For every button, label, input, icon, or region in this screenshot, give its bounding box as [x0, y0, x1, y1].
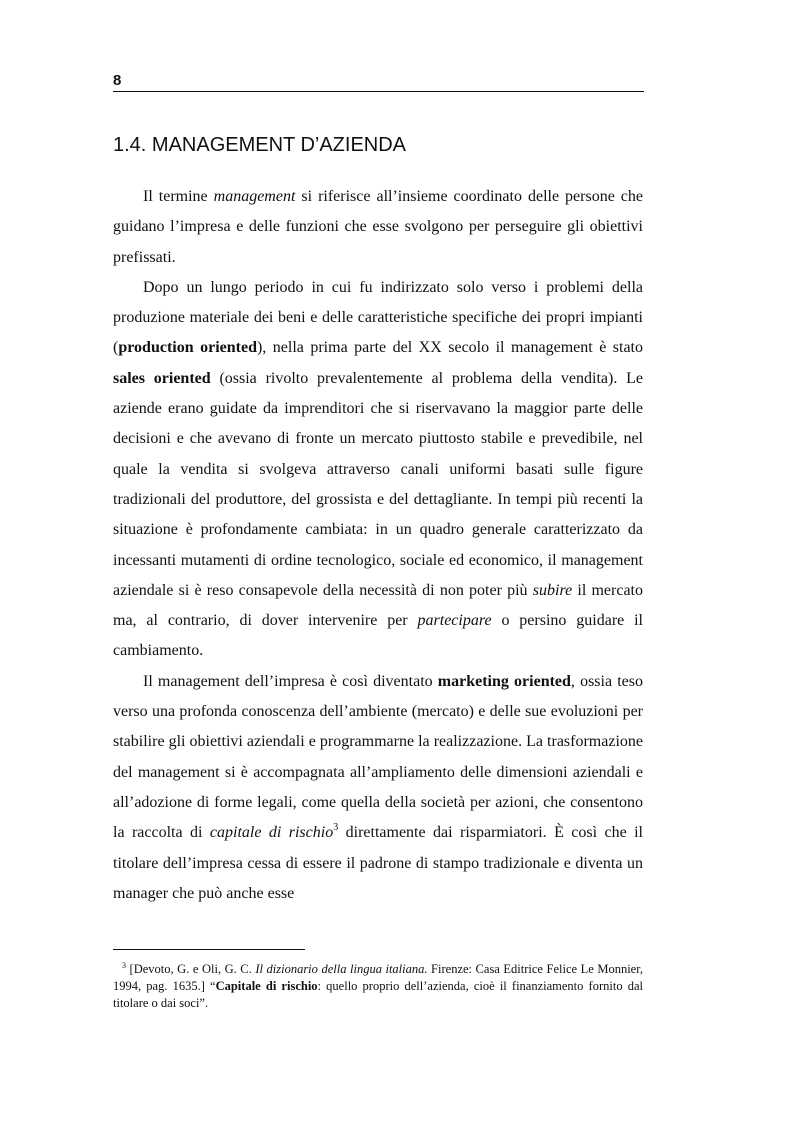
paragraph-text: si riferisce all’insieme coordinato delle persone che guidano l’impresa e delle funzioni che esse svolgono per perseguire gli obiettivi prefissati.: [113, 188, 644, 266]
paragraph-text: (ossia rivolto prevalentemente al problema della vendita). Le aziende erano guidate da imprenditori che si riservavano la maggior parte delle decisioni e che avevano di fronte un mercato piuttosto stabile e prevedibile, nel quale la vendita si svolgeva attraverso canali uniformi basati sulle figure tradizionali del produttore, del grossista e del dettagliante. In tempi più recenti la situazione è profondamente cambiata: in un quadro generale caratterizzato da incessanti mutamenti di ordine tecnologico, sociale ed economico, il management aziendale si è reso consapevole della necessità di non poter più: [113, 369, 644, 599]
footnote: [113, 961, 643, 1012]
footnote-emphasis: Il dizionario della lingua italiana.: [255, 962, 428, 976]
paragraph-text: direttamente dai risparmiatori. È così che il titolare dell’impresa cessa di essere il padrone di stampo tradizionale e diventa un manager che può anche esse: [113, 824, 643, 902]
footnote-text: Firenze: Casa Editrice Felice Le Monnier, 1994, pag. 1635.] “: [113, 962, 644, 993]
bold-term: production oriented: [118, 339, 257, 357]
footnote-rule: [113, 949, 305, 950]
paragraph-text: o persino guidare il cambiamento.: [113, 612, 644, 660]
page-number: 8: [113, 72, 122, 89]
paragraph-text: Il management dell’impresa è così diventato: [143, 672, 438, 690]
paragraph-3: [113, 667, 643, 909]
emphasis-text: management: [213, 188, 296, 205]
section-title: 1.4. MANAGEMENT D’AZIENDA: [113, 134, 407, 156]
paragraph-text: il mercato ma, al contrario, di dover intervenire per: [113, 581, 643, 630]
footnote-text: [Devoto, G. e Oli, G. C.: [126, 962, 256, 976]
paragraph-text: ), nella prima parte del XX secolo il management è stato: [256, 339, 644, 357]
footnote-reference[interactable]: 3: [333, 822, 339, 834]
emphasis-text: subire: [532, 581, 573, 599]
emphasis-text: partecipare: [417, 612, 492, 630]
header-rule: [113, 91, 644, 92]
paragraph-text: Il termine: [143, 188, 214, 205]
footnote-text: : quello proprio dell’azienda, cioè il finanziamento fornito dal titolare o dai soci”.: [113, 979, 643, 1010]
paragraph-1: [113, 182, 643, 273]
paragraph-text: , ossia teso verso una profonda conoscenza dell’ambiente (mercato) e delle sue evoluzioni per stabilire gli obiettivi aziendali e programmarne la realizzazione. La trasformazione del management si è accompagnata all’ampliamento delle dimensioni aziendali e all’adozione di forme legali, come quella della società per azioni, che consentono la raccolta di: [113, 672, 643, 842]
paragraph-text: Dopo un lungo periodo in cui fu indirizzato solo verso i problemi della produzione materiale dei beni e delle caratteristiche specifiche dei propri impianti (: [113, 278, 643, 357]
footnote-mark: 3: [122, 961, 126, 970]
paragraph-2: [113, 273, 643, 667]
footnote-bold-term: Capitale di rischio: [215, 979, 318, 993]
emphasis-text: capitale di rischio: [209, 824, 334, 842]
bold-term: sales oriented: [113, 369, 211, 387]
bold-term: marketing oriented: [437, 672, 571, 690]
body-text: [113, 182, 643, 909]
